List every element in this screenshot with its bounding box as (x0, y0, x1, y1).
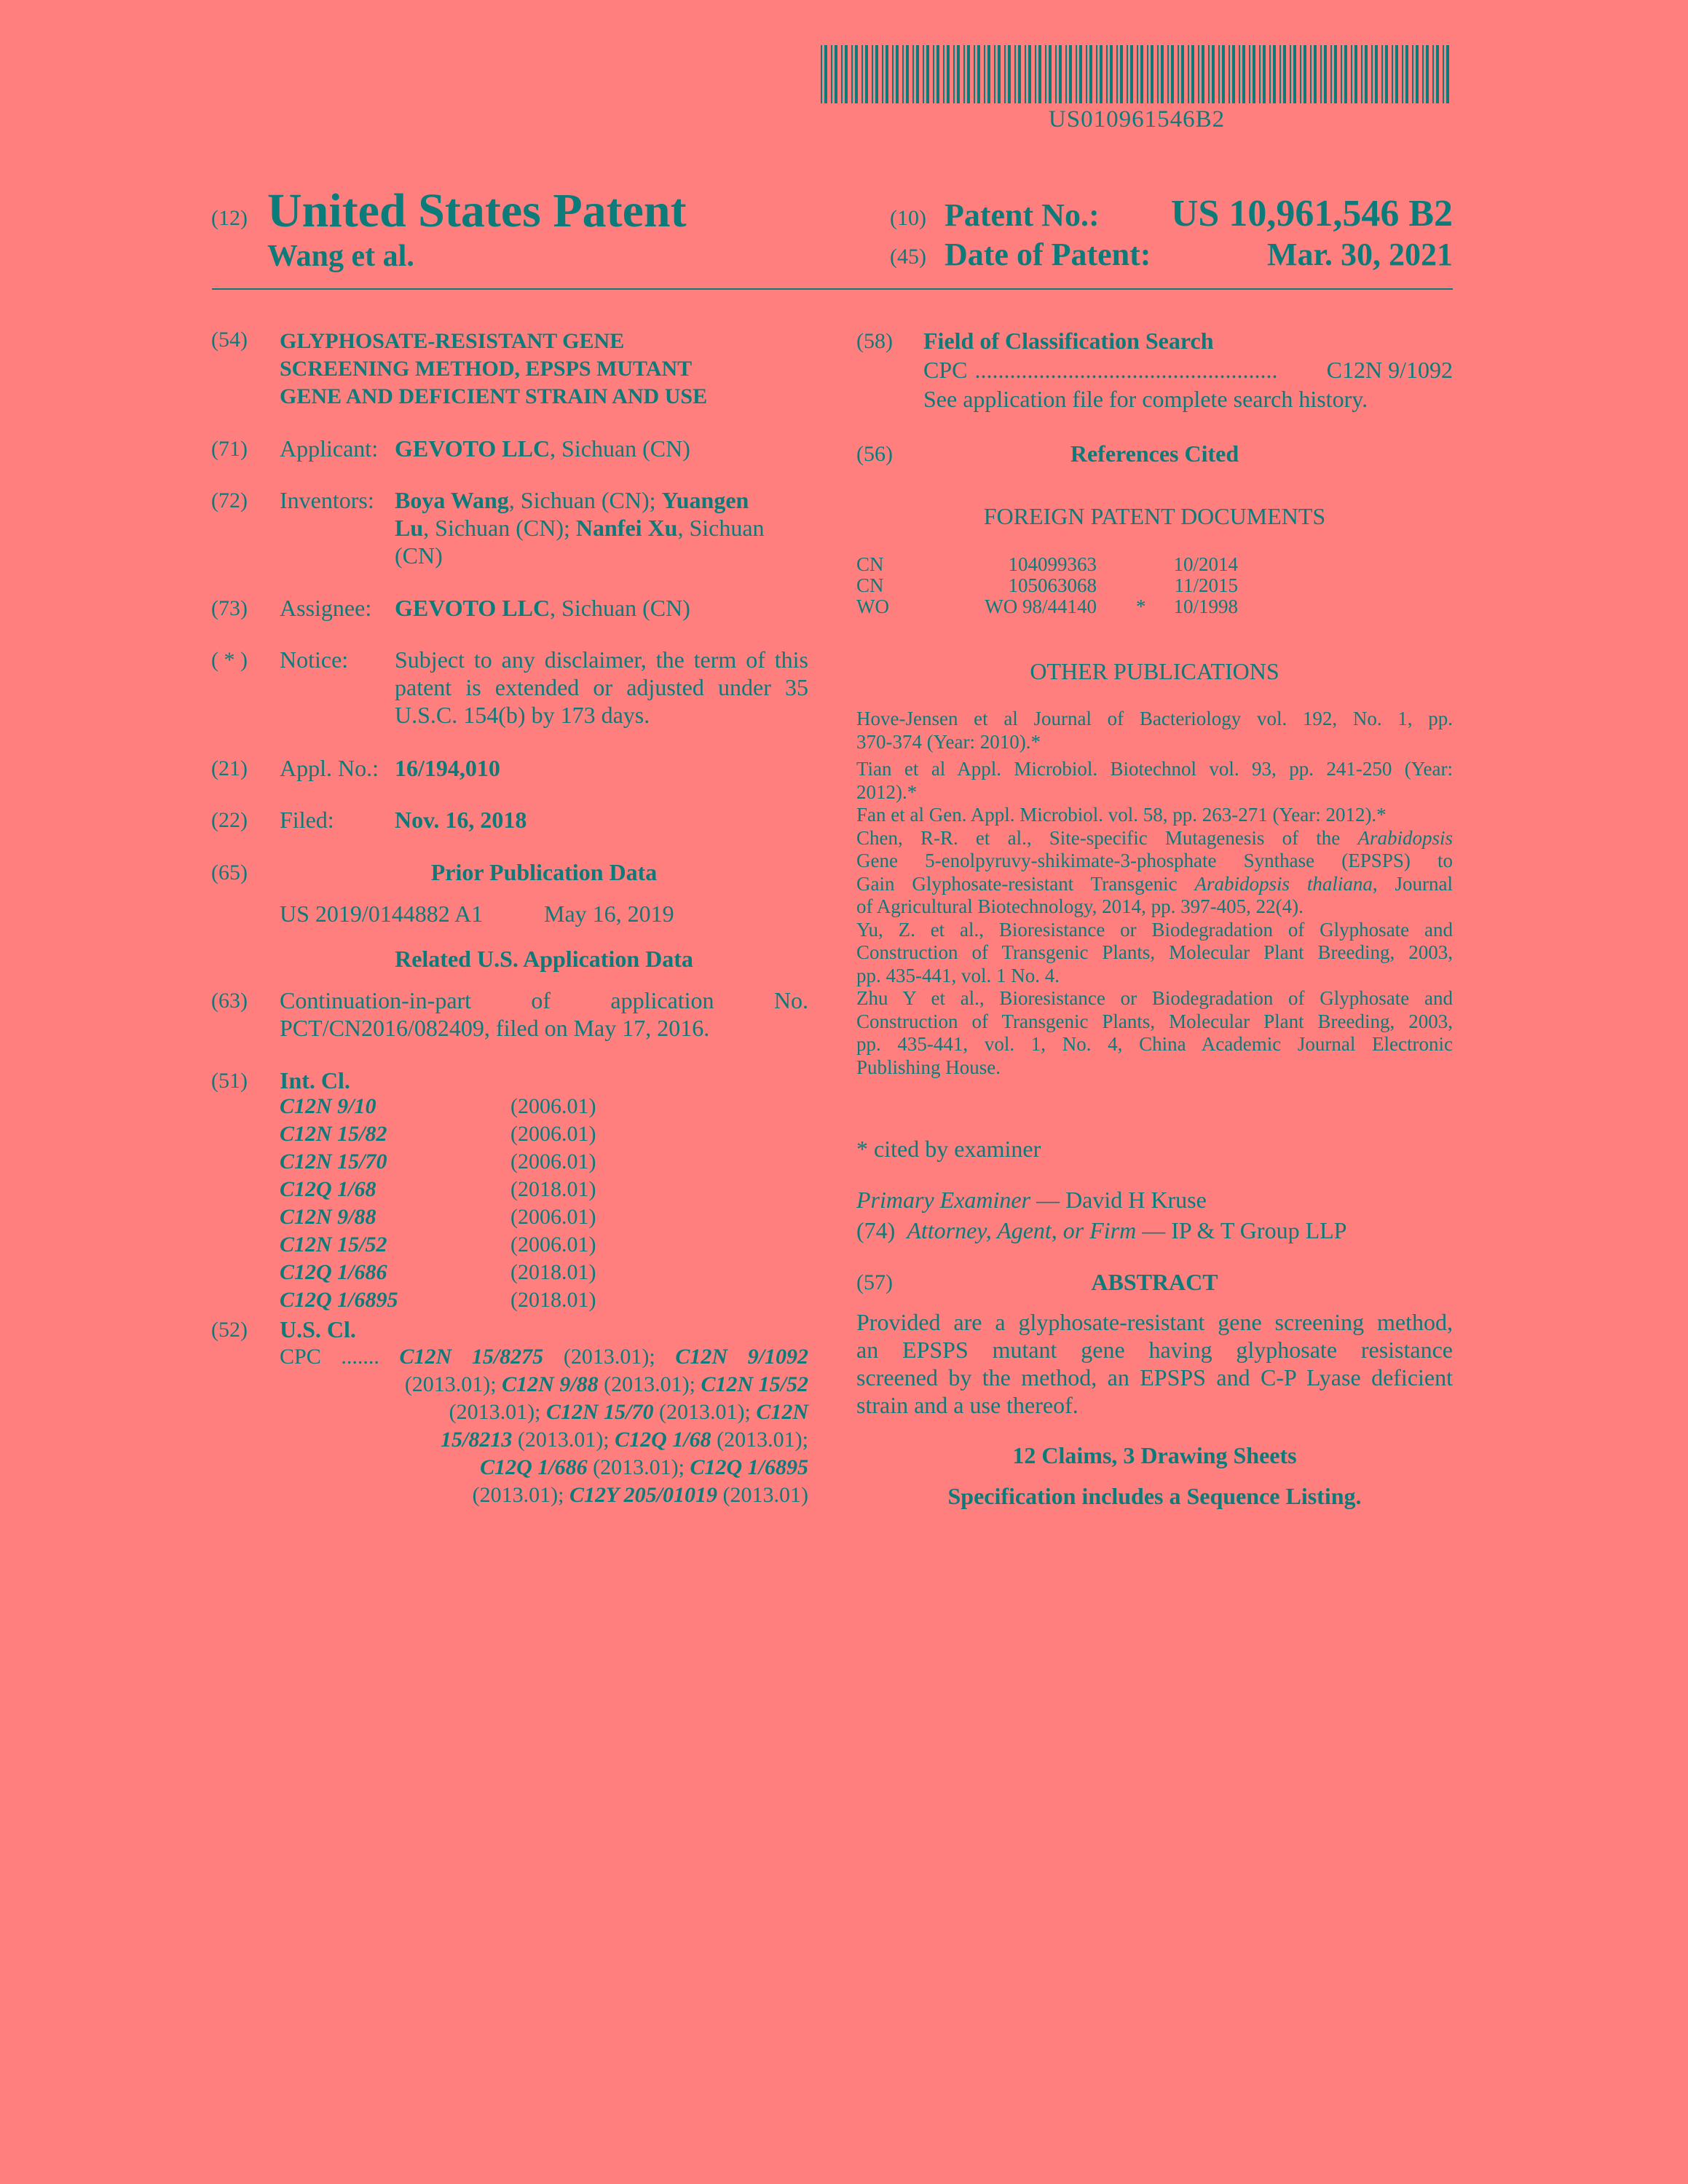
pub-line: Yu, Z. et al., Bioresistance or Biodegradation of Glyphosate and (856, 918, 1453, 941)
barcode-bar (1127, 45, 1128, 103)
examiner-label: Primary Examiner (856, 1187, 1031, 1213)
assignee-label: Assignee: (280, 595, 372, 621)
intcl-version: (2018.01) (510, 1177, 596, 1201)
barcode-bar (902, 45, 904, 103)
barcode-bar (1055, 45, 1057, 103)
barcode-bar (1049, 45, 1052, 103)
barcode-bar (912, 45, 914, 103)
barcode-bar (1106, 45, 1108, 103)
uscl-class: C12Q 1/686 (480, 1455, 588, 1479)
barcode-bar (1065, 45, 1067, 103)
uscl-code: (52) (211, 1318, 248, 1342)
intcl-version: (2018.01) (510, 1288, 596, 1312)
abstract-line: strain and a use thereof. (856, 1392, 1078, 1418)
barcode-bar (998, 45, 1001, 103)
barcode-bar (923, 45, 924, 103)
appl-code: (21) (211, 756, 248, 780)
barcode-bar (1405, 45, 1408, 103)
field-cpc-label: CPC (923, 357, 968, 383)
related-code: (63) (211, 989, 248, 1013)
uscl-class: C12N 15/8275 (399, 1345, 544, 1369)
attorney-name: — IP & T Group LLP (1136, 1217, 1347, 1243)
barcode-bar (1137, 45, 1138, 103)
intcl-row (280, 1177, 808, 1205)
foreign-doc-number: 105063068 (1008, 574, 1097, 596)
barcode-bar (1263, 45, 1266, 103)
uscl-version: (2013.01) (717, 1483, 808, 1507)
intcl-class: C12N 9/88 (280, 1205, 376, 1229)
invention-title (280, 328, 707, 411)
notice-label: Notice: (280, 646, 349, 673)
uscl-version: (2013.01); (472, 1483, 569, 1507)
barcode-bar (1076, 45, 1077, 103)
barcode-bar (957, 45, 960, 103)
barcode-bar (1110, 45, 1113, 103)
intcl-class: C12Q 1/68 (280, 1177, 376, 1201)
abstract-line: Provided are a glyphosate-resistant gene screening method, (856, 1309, 1453, 1335)
barcode-bar (824, 45, 827, 103)
uscl-class: C12Y 205/01019 (569, 1483, 718, 1507)
inventor-location: , Sichuan (CN); (423, 515, 576, 541)
pub-line: Construction of Transgenic Plants, Molecular Plant Breeding, 2003, (856, 941, 1453, 963)
title-line: GLYPHOSATE-RESISTANT GENE (280, 329, 625, 353)
foreign-doc-number: WO 98/44140 (985, 596, 1097, 617)
pub-line: Hove-Jensen et al Journal of Bacteriology vol. 192, No. 1, pp. (856, 708, 1453, 729)
pub-text: Gain Glyphosate-resistant Transgenic (856, 872, 1195, 895)
intcl-class: C12N 15/52 (280, 1233, 387, 1257)
uscl-class: C12N 9/1092 (675, 1345, 808, 1369)
uscl-class: C12Q 1/6895 (690, 1455, 808, 1479)
barcode-bar (886, 45, 888, 103)
barcode-bar (1351, 45, 1352, 103)
uscl-version: (2013.01); (512, 1428, 615, 1452)
pub-text: Chen, R-R. et al., Site-specific Mutagenesis of the (856, 826, 1358, 849)
barcode-bar (875, 45, 878, 103)
barcode-bar (953, 45, 955, 103)
barcode-bar (1181, 45, 1184, 103)
barcode-bar (1385, 45, 1388, 103)
patent-no-label: Patent No.: (944, 197, 1100, 233)
barcode-bar (1422, 45, 1424, 103)
barcode-bar (1239, 45, 1240, 103)
barcode-bar (947, 45, 950, 103)
barcode-bar (1432, 45, 1434, 103)
abstract-code: (57) (856, 1270, 893, 1294)
barcode-bar (1059, 45, 1062, 103)
barcode-bar (1089, 45, 1092, 103)
uscl-version: (2013.01); (598, 1372, 701, 1396)
foreign-doc-date: 11/2015 (1174, 574, 1238, 596)
cited-by-examiner: * cited by examiner (856, 1136, 1041, 1162)
intcl-class: C12Q 1/686 (280, 1260, 387, 1284)
barcode-bar (1381, 45, 1383, 103)
inventor-location: (CN) (395, 542, 443, 569)
barcode-bar (1310, 45, 1312, 103)
barcode-bar (916, 45, 919, 103)
barcode-bar (1045, 45, 1046, 103)
appl-number: 16/194,010 (395, 755, 500, 781)
barcode-bar (1402, 45, 1403, 103)
barcode-bar (1004, 45, 1006, 103)
barcode-bar (882, 45, 883, 103)
intcl-row (280, 1205, 808, 1233)
barcode-bar (861, 45, 863, 103)
field-cpc (923, 356, 1453, 384)
barcode-bar (1157, 45, 1159, 103)
uscl-class: 15/8213 (440, 1428, 513, 1452)
barcode-bar (1014, 45, 1016, 103)
authors: Wang et al. (267, 240, 414, 273)
barcode-bar (1079, 45, 1082, 103)
intcl-class: C12Q 1/6895 (280, 1288, 398, 1312)
date-label: Date of Patent: (944, 237, 1151, 272)
header-divider (212, 288, 1453, 290)
foreign-doc-country: WO (856, 596, 889, 617)
pub-text: Arabidopsis (1357, 826, 1453, 849)
barcode-bar (1232, 45, 1235, 103)
related-text (280, 986, 808, 1042)
inventor-location: , Sichuan (CN); (508, 487, 662, 513)
barcode-bar (1259, 45, 1261, 103)
uscl-version: (2013.01); (404, 1372, 502, 1396)
barcode-bar (1365, 45, 1368, 103)
applicant-code: (71) (211, 437, 248, 461)
barcode-bar (1025, 45, 1026, 103)
applicant-name: GEVOTO LLC (395, 435, 551, 462)
appl-label: Appl. No.: (280, 755, 379, 781)
intcl-version: (2006.01) (510, 1094, 596, 1118)
field-heading: Field of Classification Search (923, 328, 1214, 354)
uscl-version: (2013.01); (543, 1345, 676, 1369)
uscl-class: C12Q 1/68 (615, 1428, 711, 1452)
inventor-name: Nanfei Xu (575, 515, 678, 541)
prior-pub-date: May 16, 2019 (544, 901, 674, 927)
uscl-class: C12N 9/88 (502, 1372, 599, 1396)
intcl-class: C12N 9/10 (280, 1094, 376, 1118)
barcode-bar (1443, 45, 1444, 103)
filed-code: (22) (211, 808, 248, 832)
barcode-bar (1446, 45, 1449, 103)
intcl-heading: Int. Cl. (280, 1067, 350, 1093)
intcl-row (280, 1288, 808, 1315)
barcode-bar (1140, 45, 1143, 103)
abstract-line: an EPSPS mutant gene having glyphosate resistance (856, 1337, 1453, 1363)
notice-line: Subject to any disclaimer, the term of this (395, 646, 808, 673)
foreign-doc-number: 104099363 (1008, 553, 1097, 575)
uscl-class: C12N (756, 1400, 808, 1424)
filed-label: Filed: (280, 807, 334, 833)
field-dots: .................................................... (974, 357, 1278, 383)
barcode-bar (1008, 45, 1011, 103)
related-heading: Related U.S. Application Data (395, 946, 693, 972)
barcode-bar (1269, 45, 1271, 103)
barcode-bar (1324, 45, 1327, 103)
barcode-bar (1334, 45, 1337, 103)
barcode-bar (1208, 45, 1210, 103)
barcode-bar (1202, 45, 1204, 103)
barcode-bar (1178, 45, 1179, 103)
barcode-bar (892, 45, 894, 103)
barcode-number: US010961546B2 (1048, 106, 1226, 132)
barcode-bar (1191, 45, 1194, 103)
prior-pub-code: (65) (211, 860, 248, 885)
prior-pub-number: US 2019/0144882 A1 (280, 901, 484, 927)
doc-type-title: United States Patent (267, 184, 687, 237)
barcode-bar (1151, 45, 1153, 103)
intcl-class: C12N 15/82 (280, 1122, 387, 1146)
uscl-version: (2013.01); (653, 1400, 757, 1424)
barcode-bar (1344, 45, 1347, 103)
barcode-bar (933, 45, 934, 103)
barcode-bar (1147, 45, 1148, 103)
barcode-bar (926, 45, 929, 103)
uscl-class: C12N 15/52 (701, 1372, 808, 1396)
intcl-class: C12N 15/70 (280, 1150, 387, 1174)
pub-line: pp. 435-441, vol. 1 No. 4. (856, 964, 1060, 986)
inventor-name: Boya Wang (395, 487, 509, 513)
barcode-bar (963, 45, 965, 103)
pub-text: , Journal (1372, 872, 1453, 895)
barcode-bar (1096, 45, 1097, 103)
barcode-bar (835, 45, 837, 103)
applicant-value (395, 435, 808, 462)
foreign-heading: FOREIGN PATENT DOCUMENTS (983, 503, 1326, 529)
barcode-bar (1212, 45, 1215, 103)
barcode-bar (1120, 45, 1123, 103)
attorney-label: Attorney, Agent, or Firm (907, 1217, 1137, 1243)
primary-examiner (856, 1186, 1207, 1214)
abstract-line: screened by the method, an EPSPS and C-P Lyase deficient (856, 1364, 1453, 1390)
intcl-code: (51) (211, 1069, 248, 1093)
barcode-bar (1100, 45, 1103, 103)
barcode-bar (1341, 45, 1342, 103)
date-code: (45) (890, 245, 926, 269)
barcode-bar (1116, 45, 1118, 103)
intcl-row (280, 1233, 808, 1260)
title-line: SCREENING METHOD, EPSPS MUTANT (280, 357, 693, 381)
barcode-bar (896, 45, 899, 103)
barcode-bar (1300, 45, 1301, 103)
barcode-bar (1198, 45, 1199, 103)
field-cpc-value: C12N 9/1092 (1326, 357, 1453, 383)
pub-line: 2012).* (856, 780, 918, 803)
barcode-bar (1436, 45, 1439, 103)
barcode-bar (1354, 45, 1357, 103)
examiner-name: — David H Kruse (1030, 1187, 1207, 1213)
barcode-bar (1304, 45, 1306, 103)
barcode-bar (1412, 45, 1413, 103)
uscl-version: (2013.01); (711, 1428, 808, 1452)
barcode-bar (1253, 45, 1255, 103)
pub-line: of Agricultural Biotechnology, 2014, pp. 397-405, 22(4). (856, 895, 1304, 917)
foreign-doc-star: * (1136, 596, 1146, 617)
uscl-heading: U.S. Cl. (280, 1316, 356, 1342)
pub-text: Arabidopsis thaliana (1194, 872, 1373, 895)
barcode-bar (1228, 45, 1230, 103)
title-code: (54) (211, 328, 248, 352)
attorney (856, 1216, 1346, 1244)
barcode-bar (1069, 45, 1072, 103)
pub-line: Tian et al Appl. Microbiol. Biotechnol vol. 93, pp. 241-250 (Year: (856, 758, 1453, 780)
barcode-bar (1188, 45, 1189, 103)
barcode-bar (967, 45, 970, 103)
barcode-bar (1293, 45, 1296, 103)
assignee-name: GEVOTO LLC (395, 595, 551, 621)
pub-line: Construction of Transgenic Plants, Molecular Plant Breeding, 2003, (856, 1010, 1453, 1032)
intcl-row (280, 1122, 808, 1150)
barcode-bar (1028, 45, 1031, 103)
intcl-row (280, 1094, 808, 1122)
barcode-bar (872, 45, 873, 103)
intcl-version: (2006.01) (510, 1205, 596, 1229)
foreign-doc-country: CN (856, 553, 884, 575)
barcode-bar (1242, 45, 1245, 103)
patent-no-code: (10) (890, 206, 926, 230)
intcl-version: (2018.01) (510, 1260, 596, 1284)
pub-line: Publishing House. (856, 1056, 1001, 1078)
notice-text (395, 646, 808, 729)
field-code: (58) (856, 329, 893, 353)
barcode-bar (994, 45, 995, 103)
barcode-bar (1392, 45, 1393, 103)
barcode-bar (974, 45, 975, 103)
barcode-bar (1171, 45, 1174, 103)
barcode-bar (865, 45, 868, 103)
filed-date: Nov. 16, 2018 (395, 807, 527, 833)
foreign-doc-date: 10/1998 (1173, 596, 1238, 617)
barcode-bar (1416, 45, 1419, 103)
abstract-text (856, 1308, 1453, 1419)
barcode-bar (851, 45, 853, 103)
notice-line: U.S.C. 154(b) by 173 days. (395, 702, 650, 728)
intcl-version: (2006.01) (510, 1150, 596, 1174)
intcl-version: (2006.01) (510, 1233, 596, 1257)
barcode-bar (1330, 45, 1332, 103)
barcode-bar (1222, 45, 1225, 103)
related-line: PCT/CN2016/082409, filed on May 17, 2016. (280, 1015, 710, 1041)
uscl-version: (2013.01); (587, 1455, 690, 1479)
barcode-bar (841, 45, 843, 103)
inventor-name: Lu (395, 515, 424, 541)
barcode-bar (1161, 45, 1164, 103)
assignee-location: , Sichuan (CN) (550, 595, 690, 621)
barcode-bar (1375, 45, 1378, 103)
sequence-listing-note: Specification includes a Sequence Listing. (947, 1483, 1362, 1509)
barcode-bar (1371, 45, 1373, 103)
claims-count: 12 Claims, 3 Drawing Sheets (1012, 1442, 1297, 1468)
prior-pub-heading: Prior Publication Data (430, 859, 658, 885)
barcode-bar (1035, 45, 1036, 103)
barcode-bar (1167, 45, 1169, 103)
title-line: GENE AND DEFICIENT STRAIN AND USE (280, 384, 708, 408)
refs-code: (56) (856, 442, 893, 466)
patent-number: US 10,961,546 B2 (1170, 193, 1453, 234)
barcode-bar (1279, 45, 1281, 103)
field-note: See application file for complete search history. (923, 386, 1368, 412)
inventor-name: Yuangen (661, 487, 749, 513)
inventor-location: , Sichuan (677, 515, 765, 541)
attorney-code: (74) (856, 1217, 896, 1243)
barcode-bar (1426, 45, 1429, 103)
barcode-bar (821, 45, 822, 103)
foreign-doc-date: 10/2014 (1173, 553, 1238, 575)
pub-line: Zhu Y et al., Bioresistance or Biodegradation of Glyphosate and (856, 987, 1453, 1009)
barcode-bar (1320, 45, 1322, 103)
related-line: Continuation-in-part of application No. (280, 987, 808, 1013)
pub-line: 370-374 (Year: 2010).* (856, 730, 1041, 753)
barcode-bar (906, 45, 909, 103)
barcode-bar (943, 45, 944, 103)
pub-line: pp. 435-441, vol. 1, No. 4, China Academic Journal Electronic (856, 1033, 1453, 1055)
uscl-text (280, 1343, 808, 1509)
barcode-bar (1395, 45, 1398, 103)
notice-code: ( * ) (211, 648, 248, 672)
barcode-bar (1361, 45, 1362, 103)
uscl-class: C12N 15/70 (545, 1400, 654, 1424)
barcode-bar (855, 45, 858, 103)
barcode-bar (1130, 45, 1133, 103)
applicant-label: Applicant: (280, 435, 379, 462)
assignee-value (395, 594, 808, 622)
patent-date: Mar. 30, 2021 (1266, 237, 1453, 272)
refs-heading: References Cited (1070, 440, 1239, 467)
intcl-row (280, 1150, 808, 1177)
inventors-code: (72) (211, 488, 248, 513)
foreign-doc-country: CN (856, 574, 884, 596)
intcl-row (280, 1260, 808, 1288)
inventors-label: Inventors: (280, 487, 374, 513)
doc-type-code: (12) (211, 206, 248, 230)
pub-line: Gene 5-enolpyruvy-shikimate-3-phosphate Synthase (EPSPS) to (856, 850, 1453, 871)
uscl-version: (2013.01); (449, 1400, 546, 1424)
barcode-bar (1290, 45, 1291, 103)
intcl-version: (2006.01) (510, 1122, 596, 1146)
abstract-heading: ABSTRACT (1091, 1269, 1218, 1295)
barcode-bar (1018, 45, 1021, 103)
barcode-bar (987, 45, 990, 103)
inventors-list (395, 486, 808, 569)
barcode-bar (1283, 45, 1286, 103)
barcode-bar (936, 45, 939, 103)
other-pubs-heading: OTHER PUBLICATIONS (1030, 658, 1279, 684)
barcode-image (819, 45, 1454, 103)
barcode-bar (845, 45, 848, 103)
barcode-bar (1249, 45, 1250, 103)
barcode-bar (1273, 45, 1276, 103)
pub-line: Fan et al Gen. Appl. Microbiol. vol. 58, pp. 263-271 (Year: 2012).* (856, 804, 1387, 826)
barcode-bar (1086, 45, 1087, 103)
barcode-bar (1218, 45, 1220, 103)
notice-line: patent is extended or adjusted under 35 (395, 674, 808, 700)
assignee-code: (73) (211, 596, 248, 620)
other-pubs-list (856, 708, 1453, 1079)
barcode-bar (1038, 45, 1041, 103)
barcode-bar (984, 45, 985, 103)
barcode-bar (1314, 45, 1317, 103)
applicant-location: , Sichuan (CN) (550, 435, 690, 462)
barcode-bar (977, 45, 980, 103)
uscl-cpc-label: CPC ....... (280, 1345, 379, 1369)
barcode-bar (831, 45, 832, 103)
